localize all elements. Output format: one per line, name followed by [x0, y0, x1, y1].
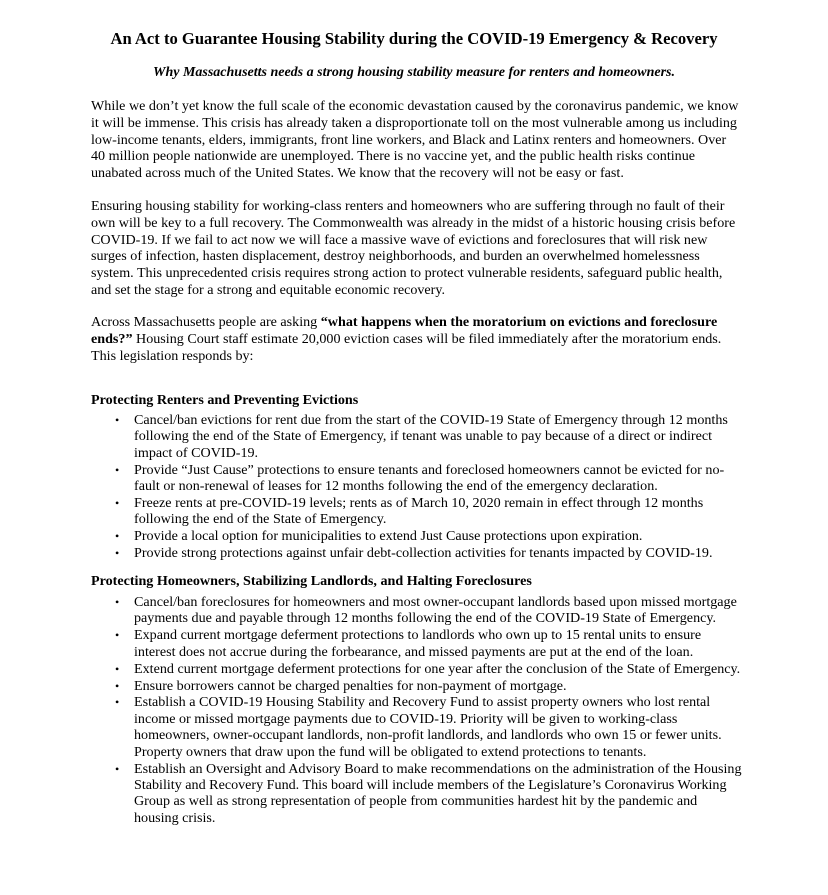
moratorium-paragraph-lead: Across Massachusetts people are asking [91, 314, 321, 330]
list-item [91, 545, 743, 561]
intro-paragraph: While we don’t yet know the full scale of the economic devastation caused by the coronavirus pandemic, we know it will be immense. This crisis has already taken a disproportionate toll on the most vulnerable among us including low-income tenants, elders, immigrants, front line workers, and Black and Latinx renters and homeowners. Over 40 million people nationwide are unemployed. There is no vaccine yet, and the public health risks continue unabated across much of the United States. We know that the recovery will not be easy or fast. [91, 98, 739, 182]
list-item [91, 412, 743, 461]
list-item-text: Establish a COVID-19 Housing Stability and Recovery Fund to assist property owners who lost rental income or missed mortgage payments due to COVID-19. Priority will be given to working-class homeowners, owner-occupant landlords, non-profit landlords, and landlords who own 15 or fewer units. Property owners that draw upon the fund will be obligated to extend protections to tenants. [134, 694, 722, 760]
moratorium-question: “what happens when the moratorium on evictions and foreclosure ends?” [91, 314, 718, 347]
list-item-text: Freeze rents at pre-COVID-19 levels; rents as of March 10, 2020 remain in effect through 12 months following the end of the State of Emergency. [134, 495, 704, 528]
list-item-text: Expand current mortgage deferment protections to landlords who own up to 15 rental units to ensure interest does not accrue during the forbearance, and missed payments are put at the end of the loan. [134, 627, 702, 660]
housing-stability-paragraph: Ensuring housing stability for working-class renters and homeowners who are suffering through no fault of their own will be key to a full recovery. The Commonwealth was already in the midst of a historic housing crisis before COVID-19. If we fail to act now we will face a massive wave of evictions and foreclosures that will risk new surges of infection, hasten displacement, destroy neighborhoods, and burden an overwhelmed homelessness system. This unprecedented crisis requires strong action to protect vulnerable residents, safeguard public health, and set the stage for a strong and equitable economic recovery. [91, 198, 736, 298]
bullet-icon: • [115, 628, 120, 643]
list-item-text: Cancel/ban foreclosures for homeowners and most owner-occupant landlords based upon missed mortgage payments due and payable through 12 months following the end of the COVID-19 State of Emergency. [134, 594, 737, 627]
list-item [91, 495, 743, 528]
list-item [91, 761, 743, 827]
bullet-icon: • [115, 595, 120, 609]
section-renters-list [91, 412, 743, 562]
list-item [91, 678, 743, 694]
list-item-text: Provide strong protections against unfair debt-collection activities for tenants impacted by COVID-19. [134, 545, 713, 562]
list-item [91, 528, 743, 544]
list-item [91, 462, 743, 495]
bullet-icon: • [115, 496, 120, 511]
list-item-text: Provide a local option for municipalities to extend Just Cause protections upon expiration. [134, 528, 643, 545]
document-subtitle: Why Massachusetts needs a strong housing stability measure for renters and homeowners. [153, 65, 675, 80]
list-item-text: Establish an Oversight and Advisory Board to make recommendations on the administration of the Housing Stability and Recovery Fund. This board will include members of the Legislature’s Coronavirus Working Group as well as strong representation of people from communities hardest hit by the pandemic and housing crisis. [134, 760, 742, 826]
bullet-icon: • [115, 546, 120, 561]
moratorium-paragraph [91, 314, 743, 364]
bullet-icon: • [115, 529, 120, 544]
list-item [91, 694, 743, 760]
section-homeowners-list [91, 594, 743, 827]
list-item [91, 594, 743, 627]
list-item-text: Cancel/ban evictions for rent due from the start of the COVID-19 State of Emergency through 12 months following the end of the State of Emergency, if tenant was unable to pay because of a direct or indirect impact of COVID-19. [134, 412, 728, 461]
list-item-text: Provide “Just Cause” protections to ensure tenants and foreclosed homeowners cannot be evicted for no-fault or non-renewal of leases for 12 months following the end of the emergency declaration. [134, 461, 725, 495]
bullet-icon: • [115, 462, 120, 477]
bullet-icon: • [115, 413, 120, 427]
list-item [91, 627, 743, 660]
list-item-text: Extend current mortgage deferment protections for one year after the conclusion of the State of Emergency. [134, 660, 741, 677]
section-homeowners-heading: Protecting Homeowners, Stabilizing Landlords, and Halting Foreclosures [91, 573, 532, 589]
moratorium-paragraph-tail: Housing Court staff estimate 20,000 eviction cases will be filed immediately after the moratorium ends. This legislation responds by: [91, 330, 722, 364]
bullet-icon: • [115, 678, 120, 693]
document-title: An Act to Guarantee Housing Stability during the COVID-19 Emergency & Recovery [110, 29, 718, 48]
list-item [91, 661, 743, 677]
section-renters-heading: Protecting Renters and Preventing Evictions [91, 392, 359, 408]
bullet-icon: • [115, 661, 120, 676]
bullet-icon: • [115, 695, 120, 710]
bullet-icon: • [115, 761, 120, 776]
list-item-text: Ensure borrowers cannot be charged penalties for non-payment of mortgage. [134, 677, 567, 694]
